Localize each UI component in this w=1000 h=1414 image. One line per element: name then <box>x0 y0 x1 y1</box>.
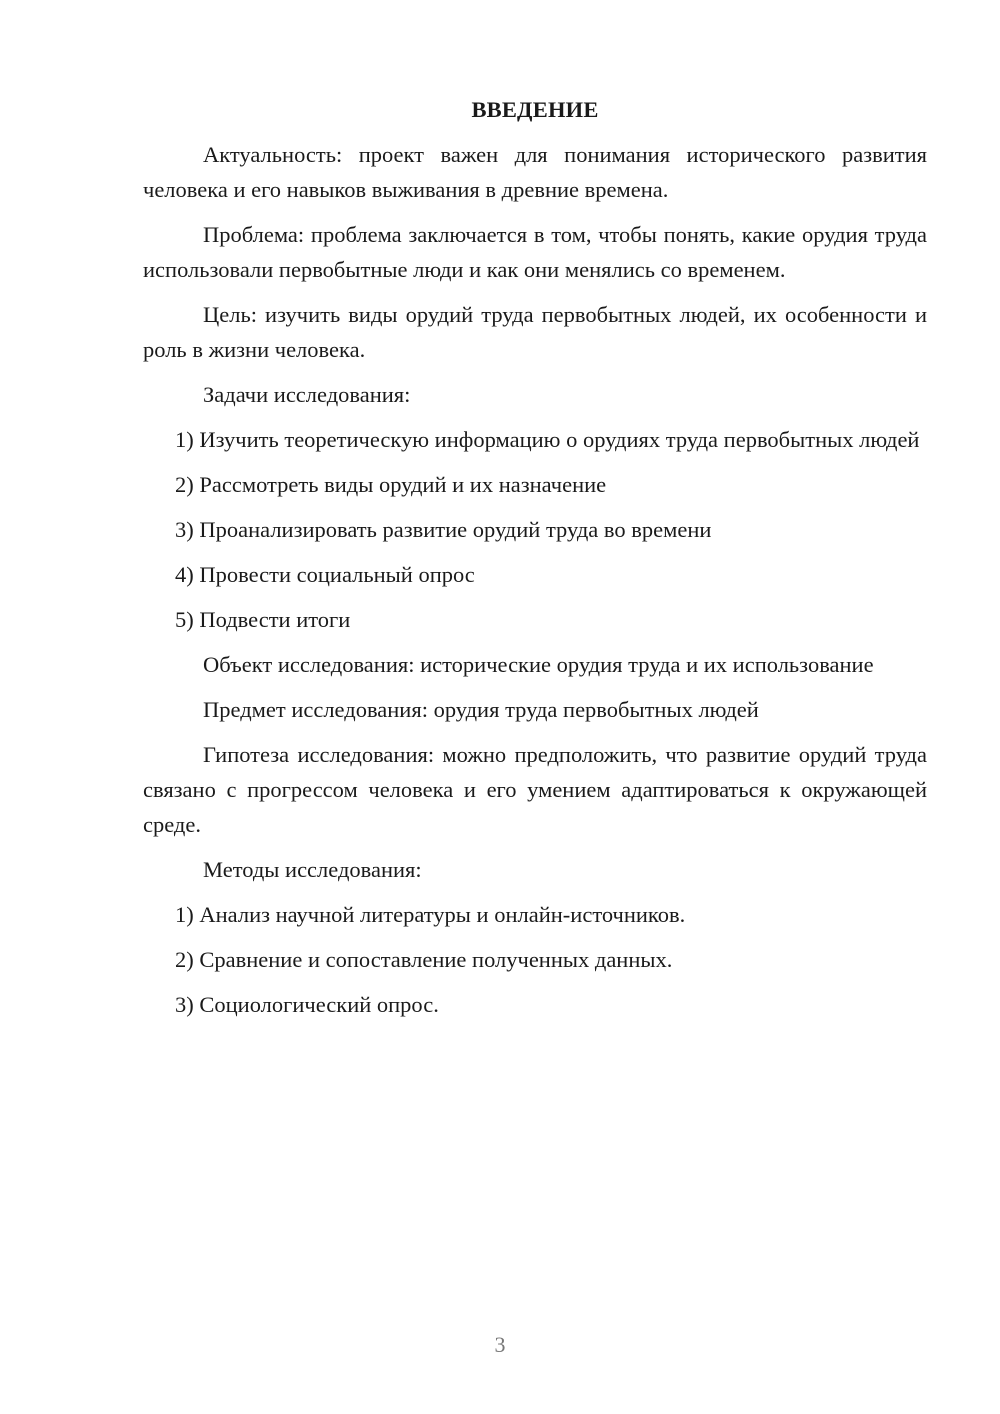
hypothesis-paragraph: Гипотеза исследования: можно предположить, что развитие орудий труда связано с прогрессом человека и его умением адаптироваться к окружающей среде. <box>143 742 927 837</box>
task-item: 3) Проанализировать развитие орудий труда во времени <box>175 517 712 542</box>
subject-paragraph: Предмет исследования: орудия труда первобытных людей <box>203 697 759 722</box>
methods-heading: Методы исследования: <box>203 857 422 882</box>
task-item: 1) Изучить теоретическую информацию о орудиях труда первобытных людей <box>175 427 920 452</box>
tasks-heading: Задачи исследования: <box>203 382 411 407</box>
object-paragraph: Объект исследования: исторические орудия труда и их использование <box>203 652 874 677</box>
task-item: 5) Подвести итоги <box>175 607 351 632</box>
problem-paragraph: Проблема: проблема заключается в том, чтобы понять, какие орудия труда использовали первобытные люди и как они менялись со временем. <box>143 222 927 282</box>
relevance-paragraph: Актуальность: проект важен для понимания исторического развития человека и его навыков выживания в древние времена. <box>143 142 927 202</box>
method-item: 2) Сравнение и сопоставление полученных данных. <box>175 947 673 972</box>
method-item: 3) Социологический опрос. <box>175 992 439 1017</box>
goal-paragraph: Цель: изучить виды орудий труда первобытных людей, их особенности и роль в жизни человека. <box>143 302 927 362</box>
document-page <box>143 92 927 1032</box>
task-item: 4) Провести социальный опрос <box>175 562 475 587</box>
page-number: 3 <box>494 1332 506 1357</box>
task-item: 2) Рассмотреть виды орудий и их назначение <box>175 472 607 497</box>
page-title: ВВЕДЕНИЕ <box>471 97 599 122</box>
method-item: 1) Анализ научной литературы и онлайн-источников. <box>175 902 686 927</box>
